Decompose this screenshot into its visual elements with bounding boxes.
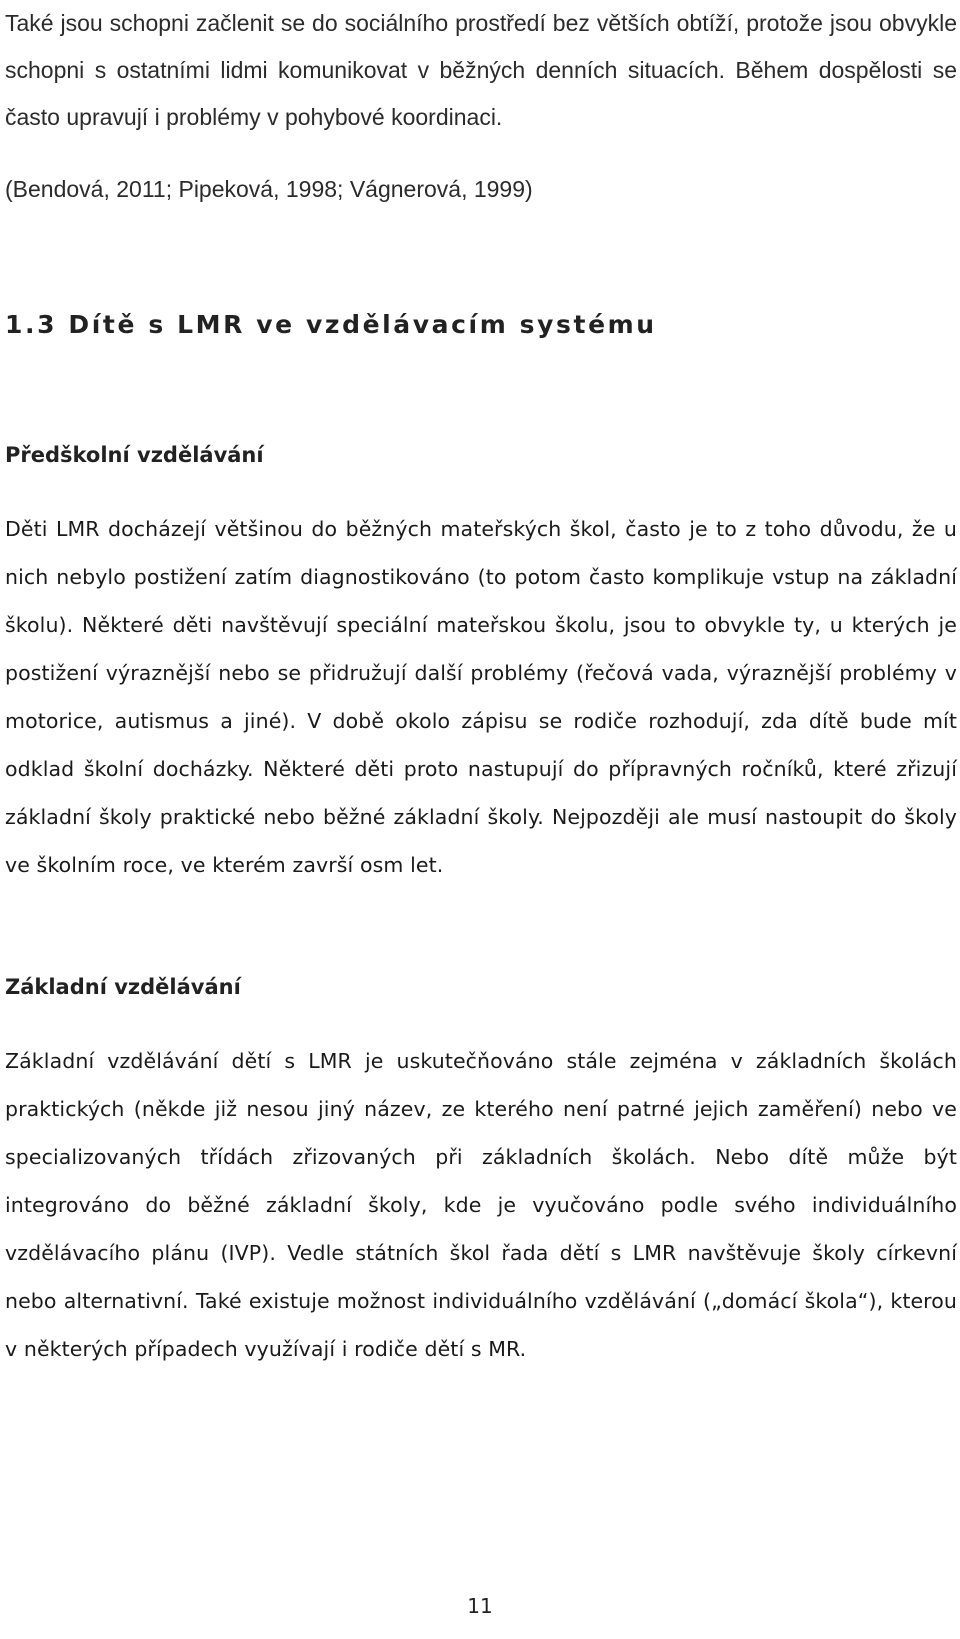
basic-education-subheading: Základní vzdělávání [5,975,241,999]
preschool-paragraph: Děti LMR docházejí většinou do běžných mateřských škol, často je to z toho důvodu, že u nich nebylo postižení zatím diagnostikováno (to potom často komplikuje vstup na základní školu). Některé děti navštěvují speciální mateřskou školu, jsou to obvykle ty, u kterých je postižení výraznější nebo se přidružují další problémy (řečová vada, výraznější problémy v motorice, autismus a jiné). V době okolo zápisu se rodiče rozhodují, zda dítě bude mít odklad školní docházky. Některé děti proto nastupují do přípravných ročníků, které zřizují základní školy praktické nebo běžné základní školy. Nejpozději ale musí nastoupit do školy ve školním roce, ve kterém završí osm let. [5,517,957,877]
preschool-subheading: Předškolní vzdělávání [5,443,264,467]
section-heading: 1.3 Dítě s LMR ve vzdělávacím systému [5,310,657,339]
citation-paragraph: (Bendová, 2011; Pipeková, 1998; Vágnerová, 1999) [5,176,533,202]
page-number: 11 [467,1594,493,1618]
basic-education-paragraph: Základní vzdělávání dětí s LMR je uskutečňováno stále zejména v základních školách praktických (někde již nesou jiný název, ze kterého není patrné jejich zaměření) nebo ve specializovaných třídách zřizovaných při základních školách. Nebo dítě může být integrováno do běžné základní školy, kde je vyučováno podle svého individuálního vzdělávacího plánu (IVP). Vedle státních škol řada dětí s LMR navštěvuje školy církevní nebo alternativní. Také existuje možnost individuálního vzdělávání („domácí škola“), kterou v některých případech využívají i rodiče dětí s MR. [5,1049,957,1361]
intro-paragraph: Také jsou schopni začlenit se do sociálního prostředí bez větších obtíží, protože jsou obvykle schopni s ostatními lidmi komunikovat v běžných denních situacích. Během dospělosti se často upravují i problémy v pohybové koordinaci. [5,10,957,130]
